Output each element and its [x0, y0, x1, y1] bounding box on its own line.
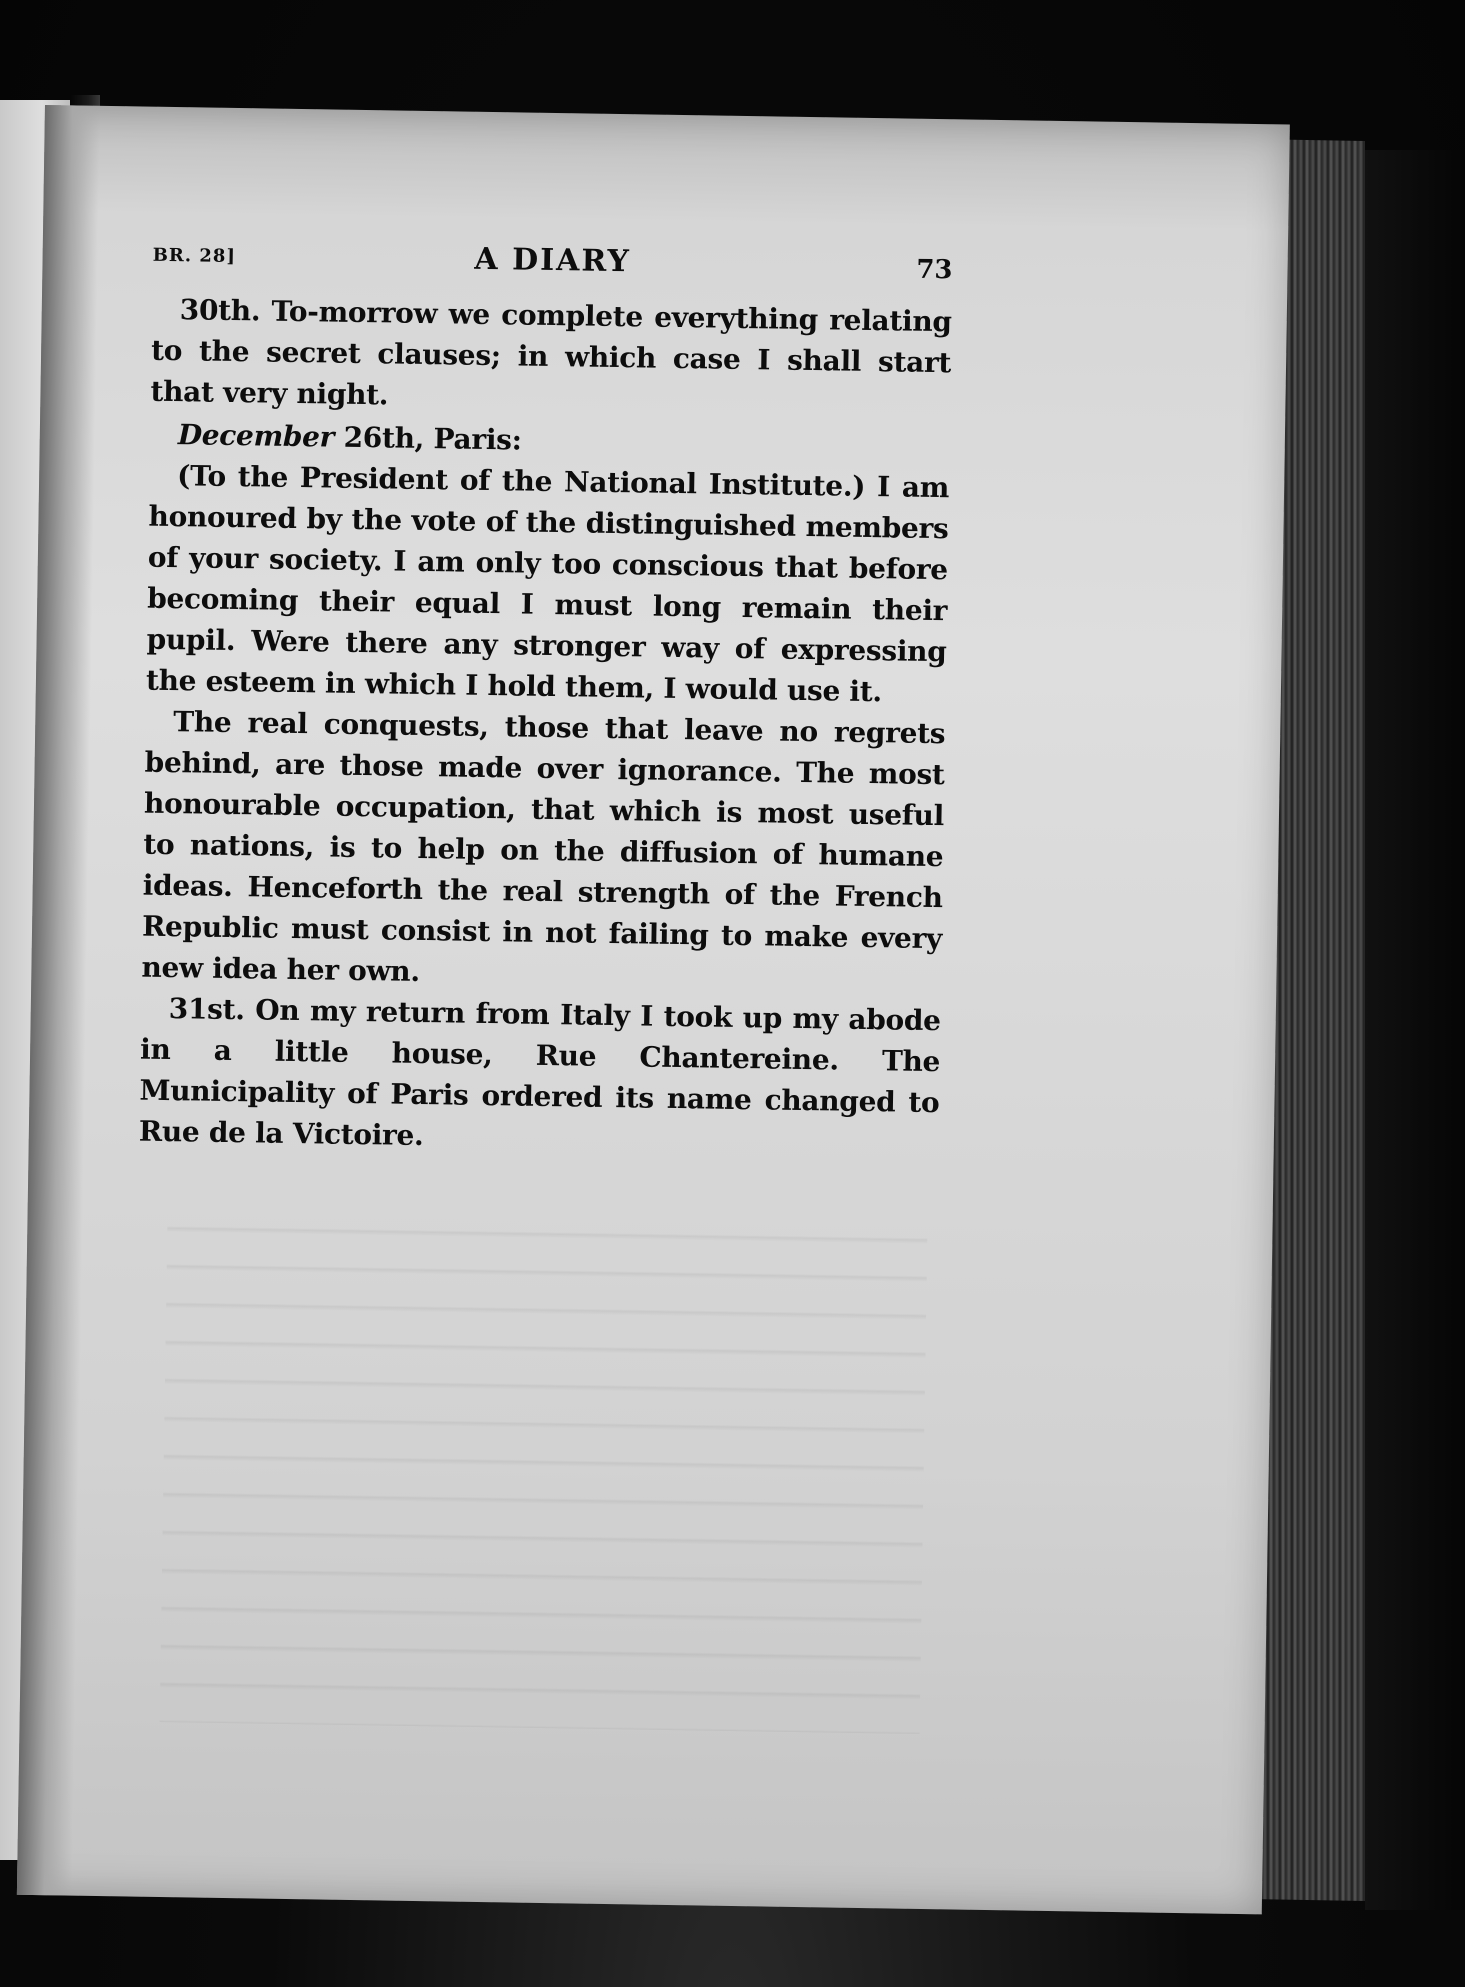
body-text	[139, 289, 952, 1164]
entry-month: December	[177, 418, 335, 454]
page-text-block	[139, 237, 953, 1164]
book-page	[17, 105, 1290, 1914]
paragraph-text: (To the President of the National Institute.) I am honoured by the vote of the distinguished members of your society. I am only too conscious that before becoming their equal I must long remain their pupil. Were there any stronger way of expressing the esteem in which I hold them, I would use it.	[145, 459, 950, 709]
paragraph-text: The real conquests, those that leave no regrets behind, are those made over ignorance. The most honourable occupation, that which is most useful to nations, is to help on the diffusion of humane ideas. Henceforth the real strength of the French Republic must consist in not failing to make every new idea her own.	[141, 705, 946, 988]
paragraph-conquests	[141, 701, 945, 1001]
reverse-side-showthrough	[160, 1202, 928, 1734]
paragraph-text: On my return from Italy I took up my abode in a little house, Rue Chantereine. The Municipality of Paris ordered its name changed to Rue de la Victoire.	[138, 993, 941, 1153]
paragraph-text: To-morrow we complete everything relating to the secret clauses; in which case I shall start that very night.	[150, 294, 952, 412]
paragraph-31st	[139, 988, 941, 1165]
entry-date: 26th, Paris:	[333, 420, 522, 457]
entry-date: 30th.	[179, 293, 261, 328]
page-number: 73	[916, 254, 953, 286]
book-cover-edge	[1365, 150, 1465, 1910]
paragraph-letter	[146, 455, 950, 714]
running-head	[152, 237, 953, 290]
running-head-title: A DIARY	[474, 241, 632, 280]
paragraph-30th	[150, 289, 952, 425]
running-head-left: BR. 28]	[152, 244, 237, 268]
entry-date: 31st.	[168, 992, 245, 1027]
